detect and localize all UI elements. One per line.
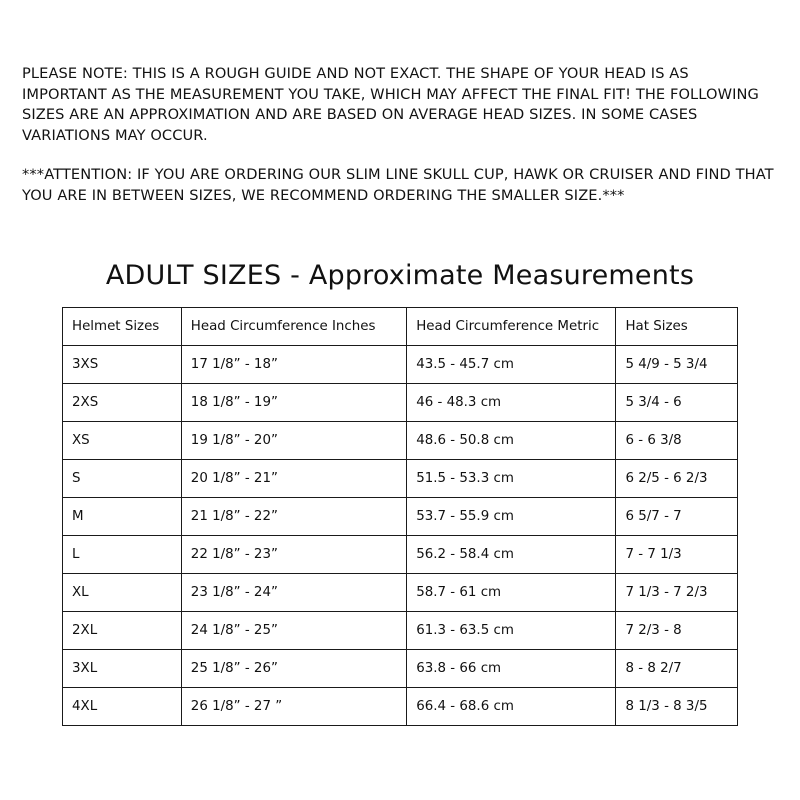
cell-inches: 23 1/8” - 24” (181, 574, 406, 612)
cell-metric: 66.4 - 68.6 cm (407, 688, 616, 726)
cell-hat-size: 7 1/3 - 7 2/3 (616, 574, 738, 612)
cell-hat-size: 5 3/4 - 6 (616, 384, 738, 422)
cell-hat-size: 6 - 6 3/8 (616, 422, 738, 460)
cell-helmet-size: 4XL (63, 688, 182, 726)
page-title: ADULT SIZES - Approximate Measurements (105, 260, 695, 292)
cell-helmet-size: S (63, 460, 182, 498)
column-header-head-circumference-inches: Head Circumference Inches (181, 308, 406, 346)
note-attention: ***ATTENTION: IF YOU ARE ORDERING OUR SLIM LINE SKULL CUP, HAWK OR CRUISER AND FIND THAT YOU ARE IN BETWEEN SIZES, WE RECOMMEND ORDERING THE SMALLER SIZE.*** (22, 165, 774, 204)
cell-helmet-size: 3XS (63, 346, 182, 384)
column-header-hat-sizes: Hat Sizes (616, 308, 738, 346)
note-rough-guide: PLEASE NOTE: THIS IS A ROUGH GUIDE AND NOT EXACT. THE SHAPE OF YOUR HEAD IS AS IMPORTANT AS THE MEASUREMENT YOU TAKE, WHICH MAY AFFECT THE FINAL FIT! THE FOLLOWING SIZES ARE AN APPROXIMATION AND ARE BASED ON AVERAGE HEAD SIZES. IN SOME CASES VARIATIONS MAY OCCUR. (22, 65, 759, 145)
cell-inches: 26 1/8” - 27 ” (181, 688, 406, 726)
cell-inches: 17 1/8” - 18” (181, 346, 406, 384)
cell-metric: 63.8 - 66 cm (407, 650, 616, 688)
cell-metric: 46 - 48.3 cm (407, 384, 616, 422)
cell-inches: 22 1/8” - 23” (181, 536, 406, 574)
cell-helmet-size: M (63, 498, 182, 536)
cell-metric: 56.2 - 58.4 cm (407, 536, 616, 574)
cell-inches: 21 1/8” - 22” (181, 498, 406, 536)
cell-hat-size: 8 - 8 2/7 (616, 650, 738, 688)
table-row (63, 460, 738, 498)
table-row (63, 384, 738, 422)
cell-metric: 48.6 - 50.8 cm (407, 422, 616, 460)
column-header-helmet-sizes: Helmet Sizes (63, 308, 182, 346)
table-row (63, 574, 738, 612)
cell-helmet-size: 2XS (63, 384, 182, 422)
cell-inches: 18 1/8” - 19” (181, 384, 406, 422)
cell-hat-size: 8 1/3 - 8 3/5 (616, 688, 738, 726)
cell-hat-size: 7 - 7 1/3 (616, 536, 738, 574)
cell-hat-size: 6 2/5 - 6 2/3 (616, 460, 738, 498)
cell-inches: 25 1/8” - 26” (181, 650, 406, 688)
table-row (63, 498, 738, 536)
cell-metric: 51.5 - 53.3 cm (407, 460, 616, 498)
cell-inches: 20 1/8” - 21” (181, 460, 406, 498)
cell-helmet-size: 2XL (63, 612, 182, 650)
cell-helmet-size: L (63, 536, 182, 574)
column-header-head-circumference-metric: Head Circumference Metric (407, 308, 616, 346)
cell-metric: 53.7 - 55.9 cm (407, 498, 616, 536)
table-row (63, 422, 738, 460)
cell-hat-size: 6 5/7 - 7 (616, 498, 738, 536)
cell-metric: 43.5 - 45.7 cm (407, 346, 616, 384)
cell-hat-size: 7 2/3 - 8 (616, 612, 738, 650)
table-row (63, 536, 738, 574)
cell-inches: 24 1/8” - 25” (181, 612, 406, 650)
table-row (63, 612, 738, 650)
cell-metric: 61.3 - 63.5 cm (407, 612, 616, 650)
cell-helmet-size: 3XL (63, 650, 182, 688)
cell-metric: 58.7 - 61 cm (407, 574, 616, 612)
size-table-container (20, 307, 780, 726)
cell-helmet-size: XS (63, 422, 182, 460)
cell-inches: 19 1/8” - 20” (181, 422, 406, 460)
cell-hat-size: 5 4/9 - 5 3/4 (616, 346, 738, 384)
table-row (63, 346, 738, 384)
adult-size-table (62, 307, 738, 726)
table-row (63, 650, 738, 688)
table-header-row (63, 308, 738, 346)
table-row (63, 688, 738, 726)
cell-helmet-size: XL (63, 574, 182, 612)
